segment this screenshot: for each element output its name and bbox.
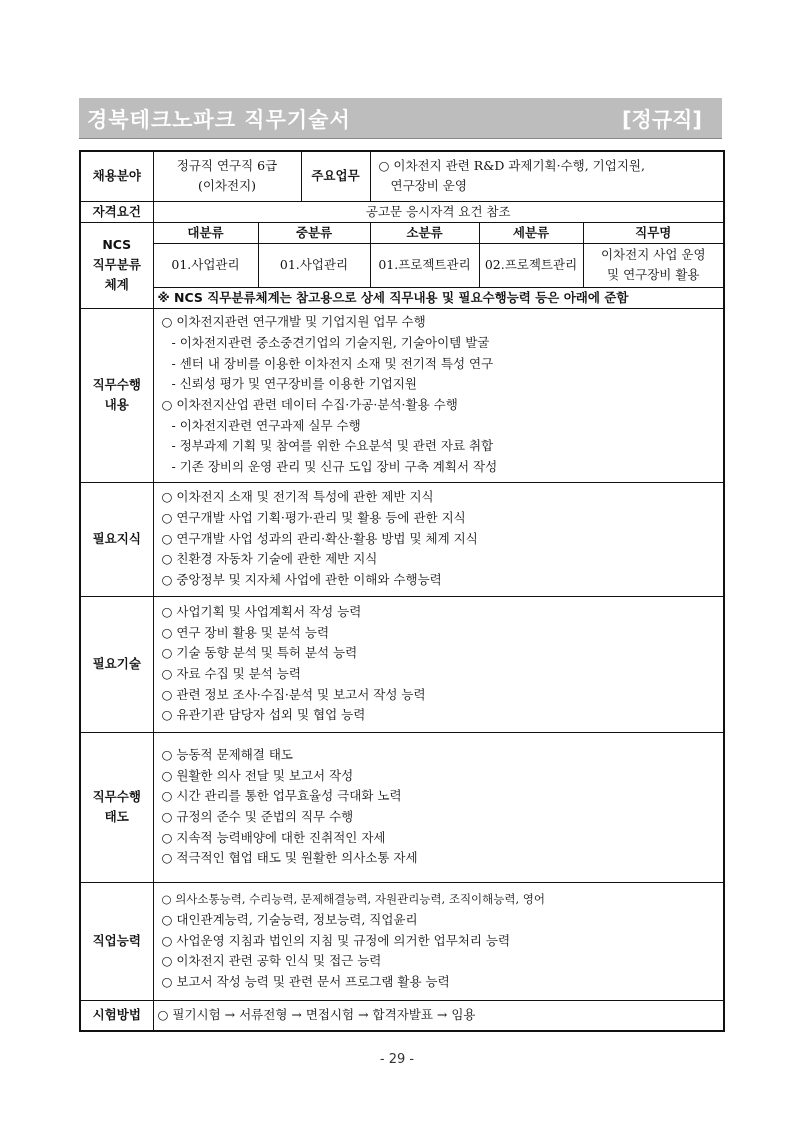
duties-row — [80, 308, 724, 482]
ncs-header-job-name: 직무명 — [583, 222, 724, 243]
list-item: ○ 사업기획 및 사업계획서 작성 능력 — [161, 603, 362, 619]
main-duty-value: ○ 이차전지 관련 R&D 과제기획·수행, 기업지원, 연구장비 운영 — [370, 151, 724, 201]
list-item: ○ 기술 동향 분석 및 특허 분석 능력 — [161, 645, 358, 661]
job-description-table — [79, 150, 725, 1032]
ncs-value-row — [80, 243, 724, 287]
list-item: ○ 시간 관리를 통한 업무효율성 극대화 노력 — [161, 788, 402, 804]
duties-label: 직무수행 내용 — [80, 308, 153, 482]
list-item: ○ 중앙정부 및 지자체 사업에 관한 이해와 수행능력 — [161, 572, 442, 588]
list-item: ○ 연구개발 사업 기획·평가·관리 및 활용 등에 관한 지식 — [161, 509, 466, 525]
attitude-content — [153, 732, 724, 882]
competency-list — [162, 889, 720, 993]
list-item: ○ 대인관계능력, 기술능력, 정보능력, 직업윤리 — [161, 911, 418, 927]
attitude-label: 직무수행 태도 — [80, 732, 153, 882]
list-item: ○ 이차전지 소재 및 전기적 특성에 관한 제반 지식 — [161, 489, 434, 505]
skills-label: 필요기술 — [80, 596, 153, 732]
list-item: ○ 적극적인 협업 태도 및 원활한 의사소통 자세 — [161, 850, 418, 866]
list-item: - 정부과제 기획 및 참여를 위한 수요분석 및 관련 자료 취합 — [171, 438, 494, 454]
recruit-row — [80, 151, 724, 201]
employment-type: [정규직] — [621, 108, 702, 132]
ncs-note: ※ NCS 직무분류체계는 참고용으로 상세 직무내용 및 필요수행능력 등은 아래에 준함 — [153, 287, 724, 308]
duties-content — [153, 308, 724, 482]
qualification-value: 공고문 응시자격 요건 참조 — [153, 201, 724, 222]
list-item: ○ 의사소통능력, 수리능력, 문제해결능력, 자원관리능력, 조직이해능력, 영어 — [161, 892, 546, 907]
list-item: ○ 지속적 능력배양에 대한 진취적인 자세 — [161, 829, 386, 845]
skills-row — [80, 596, 724, 732]
exam-row — [80, 1000, 724, 1031]
competency-label: 직업능력 — [80, 882, 153, 1000]
qualification-label: 자격요건 — [80, 201, 153, 222]
list-item: ○ 규정의 준수 및 준법의 직무 수행 — [161, 809, 354, 824]
recruit-field-label: 채용분야 — [80, 151, 153, 201]
list-item: ○ 원활한 의사 전달 및 보고서 작성 — [161, 767, 354, 783]
list-item: ○ 연구 장비 활용 및 분석 능력 — [161, 624, 330, 640]
ncs-header-detail: 세분류 — [479, 222, 583, 243]
competency-row — [80, 882, 724, 1000]
ncs-header-middle: 중분류 — [258, 222, 370, 243]
list-item: - 센터 내 장비를 이용한 이차전지 소재 및 전기적 특성 연구 — [171, 355, 494, 371]
list-item: ○ 유관기관 담당자 섭외 및 협업 능력 — [161, 707, 366, 723]
main-duty-label: 주요업무 — [301, 151, 370, 201]
list-item: - 이차전지관련 연구과제 실무 수행 — [171, 417, 361, 433]
list-item: ○ 이차전지 관련 공학 인식 및 접근 능력 — [161, 953, 382, 969]
exam-value: ○ 필기시험 → 서류전형 → 면접시험 → 합격자발표 → 임용 — [153, 1000, 724, 1031]
list-item: ○ 이차전지관련 연구개발 및 기업지원 업무 수행 — [161, 314, 426, 330]
knowledge-label: 필요지식 — [80, 482, 153, 596]
ncs-value-middle: 01.사업관리 — [258, 243, 370, 287]
competency-content — [153, 882, 724, 1000]
knowledge-list — [162, 487, 720, 591]
document-title: 경북테크노파크 직무기술서 — [87, 108, 351, 132]
list-item: - 이차전지관련 중소중견기업의 기술지원, 기술아이템 발굴 — [171, 334, 490, 350]
attitude-list — [162, 745, 720, 869]
qualification-row — [80, 201, 724, 222]
ncs-value-minor: 01.프로젝트관리 — [370, 243, 479, 287]
list-item: ○ 능동적 문제해결 태도 — [161, 746, 294, 762]
ncs-value-detail: 02.프로젝트관리 — [479, 243, 583, 287]
ncs-label: NCS 직무분류 체계 — [80, 222, 153, 308]
attitude-row — [80, 732, 724, 882]
knowledge-content — [153, 482, 724, 596]
list-item: - 신뢰성 평가 및 연구장비를 이용한 기업지원 — [171, 376, 417, 392]
ncs-header-row — [80, 222, 724, 243]
list-item: ○ 연구개발 사업 성과의 관리·확산·활용 방법 및 체계 지식 — [161, 530, 478, 546]
ncs-value-job-name: 이차전지 사업 운영 및 연구장비 활용 — [583, 243, 724, 287]
duties-list — [162, 312, 720, 478]
skills-list — [162, 602, 720, 726]
ncs-header-major: 대분류 — [153, 222, 258, 243]
ncs-header-minor: 소분류 — [370, 222, 479, 243]
skills-content — [153, 596, 724, 732]
page-number: - 29 - — [379, 1052, 415, 1067]
list-item: ○ 이차전지산업 관련 데이터 수집·가공·분석·활용 수행 — [161, 397, 458, 412]
list-item: ○ 친환경 자동차 기술에 관한 제반 지식 — [161, 551, 378, 567]
list-item: ○ 관련 정보 조사·수집·분석 및 보고서 작성 능력 — [161, 686, 426, 702]
document-title-banner — [79, 98, 722, 139]
knowledge-row — [80, 482, 724, 596]
list-item: ○ 자료 수집 및 분석 능력 — [161, 666, 301, 681]
list-item: ○ 보고서 작성 능력 및 관련 문서 프로그램 활용 능력 — [161, 974, 450, 990]
exam-label: 시험방법 — [80, 1000, 153, 1031]
list-item: ○ 사업운영 지침과 법인의 지침 및 규정에 의거한 업무처리 능력 — [161, 932, 511, 948]
ncs-value-major: 01.사업관리 — [153, 243, 258, 287]
recruit-field-value: 정규직 연구직 6급 (이차전지) — [153, 151, 301, 201]
list-item: - 기존 장비의 운영 관리 및 신규 도입 장비 구축 계획서 작성 — [171, 459, 498, 475]
ncs-note-row — [80, 287, 724, 308]
